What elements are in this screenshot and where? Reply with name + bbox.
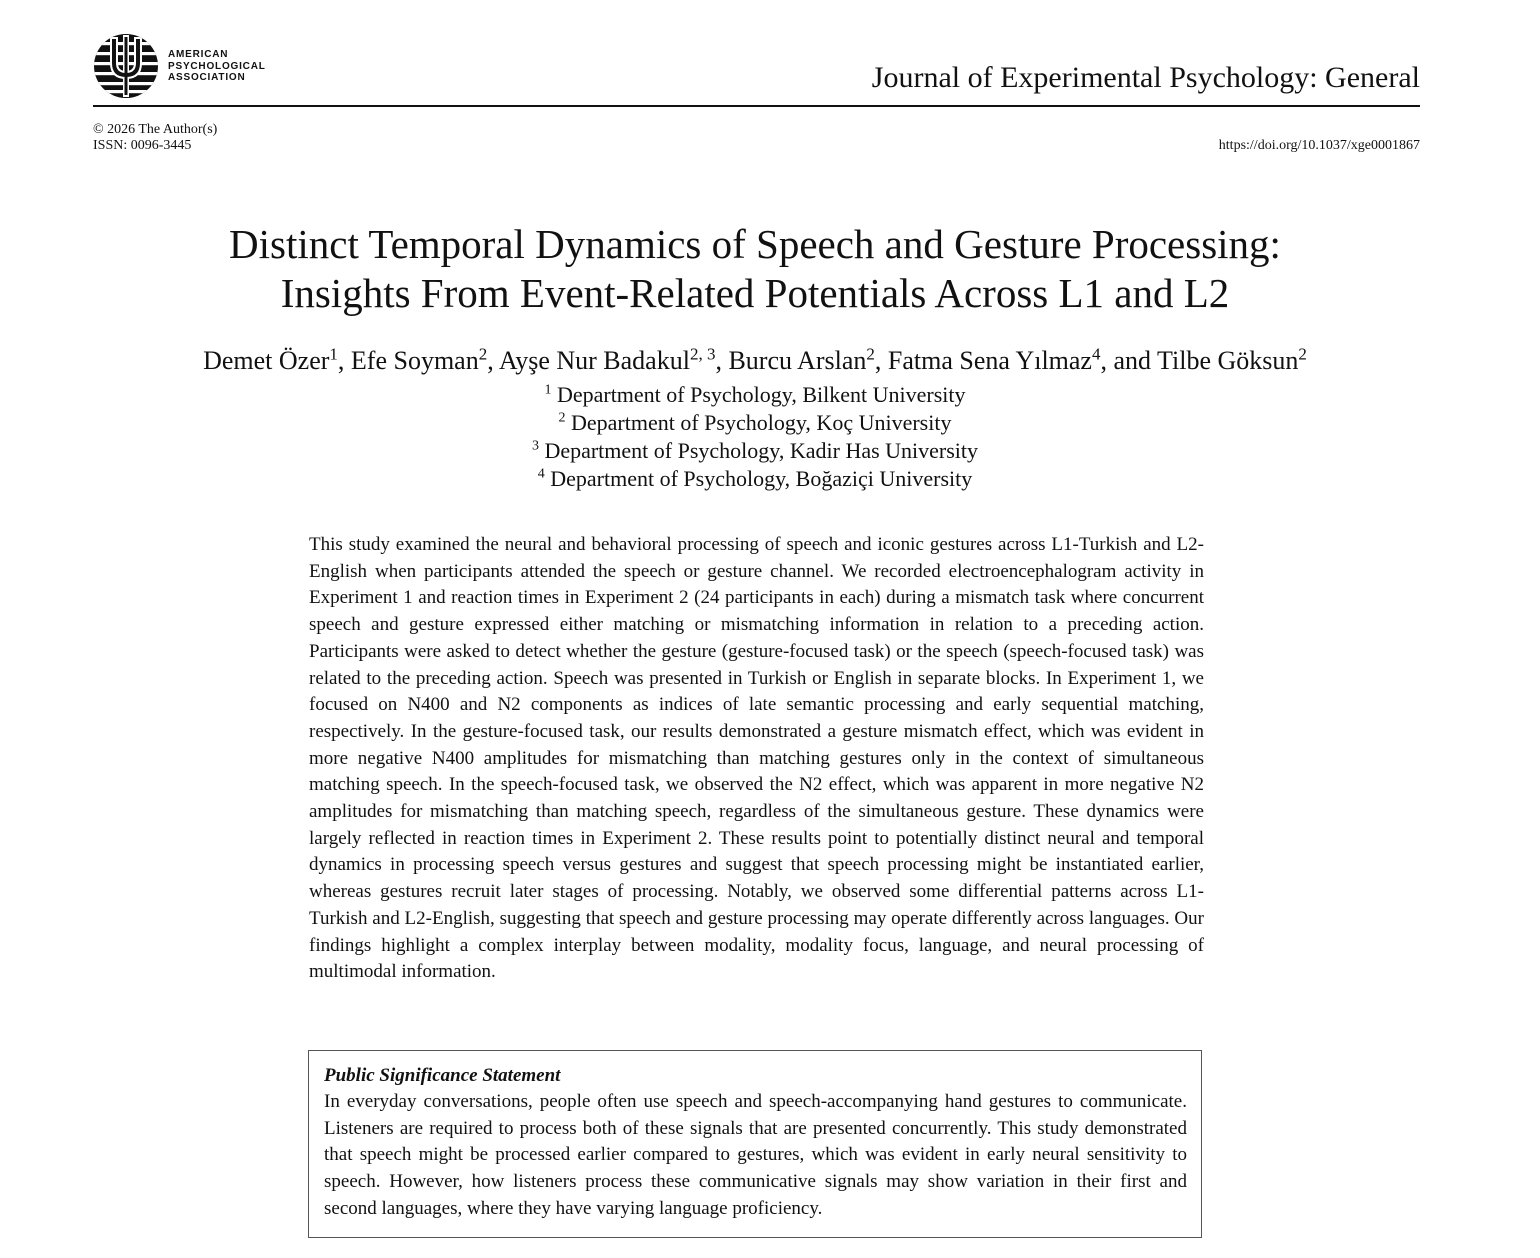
affiliation-text: Department of Psychology, Bilkent University [556, 382, 966, 407]
title-line: Insights From Event-Related Potentials Across L1 and L2 [280, 270, 1230, 316]
author-separator: , [487, 346, 499, 375]
affiliation-number: 3 [531, 438, 539, 454]
copyright: © 2026 The Author(s) [93, 122, 218, 137]
affiliation [0, 381, 1510, 409]
copyright-block [93, 122, 217, 154]
author-name: Demet Özer [203, 346, 330, 375]
abstract: This study examined the neural and behavioral processing of speech and iconic gestures across L1-Turkish and L2-English when participants attended the speech or gesture channel. We recorded electroencephalogram activity in Experiment 1 and reaction times in Experiment 2 (24 participants in each) during a mismatch task where concurrent speech and gesture expressed either matching or mismatching information in relation to a preceding action. Participants were asked to detect whether the gesture (gesture-focused task) or the speech (speech-focused task) was related to the preceding action. Speech was presented in Turkish or English in separate blocks. In Experiment 1, we focused on N400 and N2 components as indices of late semantic processing and early sequential matching, respectively. In the gesture-focused task, our results demonstrated a gesture mismatch effect, which was evident in more negative N400 amplitudes for mismatching than matching gestures only in the context of simultaneous matching speech. In the speech-focused task, we observed the N2 effect, which was apparent in more negative N2 amplitudes for mismatching than matching speech, regardless of the simultaneous gesture. These dynamics were largely reflected in reaction times in Experiment 2. These results point to potentially distinct neural and temporal dynamics in processing speech versus gestures and suggest that speech processing might be instantiated earlier, whereas gestures recruit later stages of processing. Notably, we observed some differential patterns across L1-Turkish and L2-English, suggesting that speech and gesture processing may operate differently across languages. Our findings highlight a complex interplay between modality, modality focus, language, and neural processing of multimodal information. [309, 534, 1204, 983]
affiliation-list [0, 381, 1510, 493]
author-name: Efe Soyman [350, 346, 479, 375]
author-name: Tilbe Göksun [1157, 346, 1299, 375]
author-separator: , and [1100, 346, 1158, 375]
author-affil-number: 2, 3 [689, 344, 716, 364]
affiliation [0, 409, 1510, 437]
affiliation-number: 1 [544, 382, 552, 398]
doi-link[interactable]: https://doi.org/10.1037/xge0001867 [1218, 138, 1420, 153]
affiliation-number: 4 [537, 466, 545, 482]
logo-line: AMERICAN [168, 49, 229, 60]
issn: ISSN: 0096-3445 [93, 138, 192, 153]
affiliation [0, 465, 1510, 493]
author-list [0, 346, 1510, 376]
public-significance-text: In everyday conversations, people often use speech and speech-accompanying hand gestures to communicate. Listeners are required to process both of these signals that are presented concurrently. This study demonstrated that speech might be processed earlier compared to gestures, which was evident in early neural sensitivity to speech. However, how listeners process these communicative signals may show variation in their first and second languages, where they have varying language proficiency. [324, 1091, 1187, 1219]
author-separator: , [874, 346, 888, 375]
public-significance-title: Public Significance Statement [324, 1065, 561, 1086]
author-affil-number: 4 [1091, 344, 1101, 364]
author-separator: , [715, 346, 729, 375]
apa-logo [93, 33, 293, 99]
article-title [0, 220, 1510, 318]
public-significance-box [308, 1050, 1202, 1238]
affiliation-text: Department of Psychology, Boğaziçi University [550, 466, 973, 491]
author-name: Ayşe Nur Badakul [498, 346, 690, 375]
affiliation-text: Department of Psychology, Koç University [571, 410, 952, 435]
author-affil-number: 2 [866, 344, 875, 364]
affiliation-number: 2 [558, 410, 566, 426]
affiliation [0, 437, 1510, 465]
author-affil-number: 1 [329, 344, 338, 364]
logo-line: ASSOCIATION [168, 72, 246, 83]
page-header [93, 33, 1420, 107]
apa-psi-icon [93, 33, 159, 99]
author-separator: , [337, 346, 351, 375]
author-affil-number: 2 [1298, 344, 1307, 364]
author-name: Burcu Arslan [728, 346, 867, 375]
affiliation-text: Department of Psychology, Kadir Has University [544, 438, 979, 463]
title-line: Distinct Temporal Dynamics of Speech and Gesture Processing: [229, 221, 1281, 267]
author-affil-number: 2 [478, 344, 488, 364]
apa-logo-text [168, 49, 266, 84]
journal-title: Journal of Experimental Psychology: General [871, 61, 1420, 94]
author-name: Fatma Sena Yılmaz [887, 346, 1092, 375]
logo-line: PSYCHOLOGICAL [168, 60, 266, 72]
